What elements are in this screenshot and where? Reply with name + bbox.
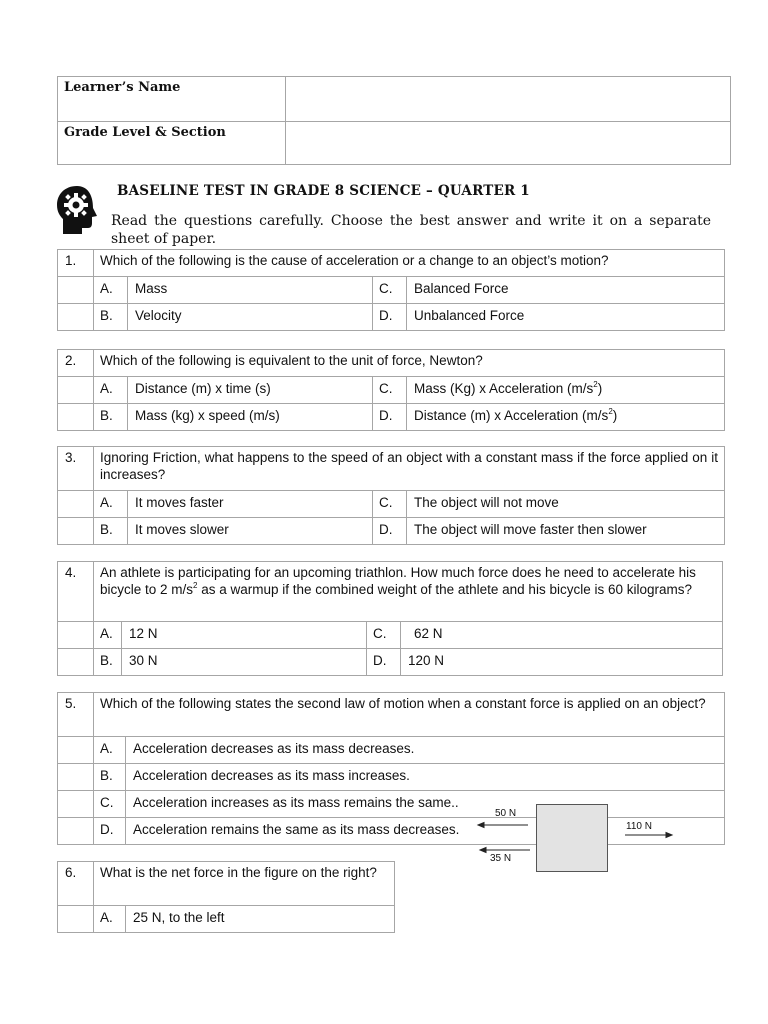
question-text: What is the net force in the figure on the right? xyxy=(94,862,395,906)
option-b: Mass (kg) x speed (m/s) xyxy=(128,404,373,431)
option-letter: B. xyxy=(94,304,128,331)
option-d: Distance (m) x Acceleration $(m/s^2)$ xyxy=(407,404,725,431)
question-number: 4. xyxy=(58,562,94,622)
option-c: The object will not move xyxy=(407,491,725,518)
option-d: 120 N xyxy=(401,649,723,676)
question-3 xyxy=(57,446,725,545)
page-title: BASELINE TEST IN GRADE 8 SCIENCE – QUARTER 1 xyxy=(117,183,530,199)
option-d: Acceleration remains the same as its mass decreases. xyxy=(126,818,725,845)
question-number: 3. xyxy=(58,447,94,491)
option-letter: D. xyxy=(94,818,126,845)
arrow-right-head xyxy=(666,833,672,838)
option-letter: C. xyxy=(94,791,126,818)
option-a: 25 N, to the left xyxy=(126,906,395,933)
option-c: Balanced Force xyxy=(407,277,725,304)
option-letter: C. xyxy=(373,491,407,518)
question-number: 6. xyxy=(58,862,94,906)
force-diagram xyxy=(470,800,690,880)
option-d: The object will move faster then slower xyxy=(407,518,725,545)
question-text: Which of the following is the cause of acceleration or a change to an object’s motion? xyxy=(94,250,725,277)
option-letter: D. xyxy=(367,649,401,676)
question-6 xyxy=(57,861,395,933)
option-a: Acceleration decreases as its mass decreases. xyxy=(126,737,725,764)
question-text: Ignoring Friction, what happens to the speed of an object with a constant mass if the force applied on it increases? xyxy=(94,447,725,491)
option-letter: B. xyxy=(94,764,126,791)
option-letter: B. xyxy=(94,518,128,545)
option-a: Distance (m) x time (s) xyxy=(128,377,373,404)
option-c: Mass (Kg) x Acceleration $(m/s^2)$ xyxy=(407,377,725,404)
question-4 xyxy=(57,561,723,676)
option-letter: A. xyxy=(94,622,122,649)
option-letter: D. xyxy=(373,404,407,431)
option-letter: A. xyxy=(94,737,126,764)
option-letter: A. xyxy=(94,277,128,304)
option-c: Acceleration increases as its mass remains the same.. xyxy=(126,791,725,818)
option-d: Unbalanced Force xyxy=(407,304,725,331)
option-b: 30 N xyxy=(122,649,367,676)
option-letter: A. xyxy=(94,377,128,404)
grade-section-label: Grade Level & Section xyxy=(58,122,286,165)
option-a: Mass xyxy=(128,277,373,304)
option-letter: B. xyxy=(94,649,122,676)
option-letter: D. xyxy=(373,304,407,331)
option-letter: D. xyxy=(373,518,407,545)
option-letter: C. xyxy=(367,622,401,649)
learner-name-field[interactable] xyxy=(286,77,731,122)
option-letter: B. xyxy=(94,404,128,431)
option-a: 12 N xyxy=(122,622,367,649)
question-2 xyxy=(57,349,725,431)
option-a: It moves faster xyxy=(128,491,373,518)
grade-section-field[interactable] xyxy=(286,122,731,165)
arrow-left-top-head xyxy=(478,823,484,828)
force-label-right: 110 N xyxy=(626,821,652,832)
option-b: Acceleration decreases as its mass increases. xyxy=(126,764,725,791)
force-label-left-bottom: 35 N xyxy=(490,853,512,864)
option-letter: C. xyxy=(373,377,407,404)
force-label-left-top: 50 N xyxy=(495,808,517,819)
question-text: Which of the following is equivalent to the unit of force, Newton? xyxy=(94,350,725,377)
question-number: 1. xyxy=(58,250,94,277)
option-letter: C. xyxy=(373,277,407,304)
question-1 xyxy=(57,249,725,331)
force-arrows xyxy=(470,800,690,880)
learner-name-label: Learner’s Name xyxy=(58,77,286,122)
learner-info-table xyxy=(57,76,731,165)
option-b: Velocity xyxy=(128,304,373,331)
option-c: 62 N xyxy=(401,622,723,649)
option-letter: A. xyxy=(94,906,126,933)
question-number: 5. xyxy=(58,693,94,737)
instructions: Read the questions carefully. Choose the best answer and write it on a separate sheet of paper. xyxy=(111,213,711,247)
option-letter: A. xyxy=(94,491,128,518)
option-b: It moves slower xyxy=(128,518,373,545)
question-text: An athlete is participating for an upcoming triathlon. How much force does he need to accelerate his bicycle to 2 $m/s^2$ as a warmup if the combined weight of the athlete and his bicycle is 60 kilograms? xyxy=(94,562,723,622)
head-gear-icon xyxy=(55,184,100,236)
question-text: Which of the following states the second law of motion when a constant force is applied on an object? xyxy=(94,693,725,737)
arrow-left-bottom-head xyxy=(480,848,486,853)
question-number: 2. xyxy=(58,350,94,377)
